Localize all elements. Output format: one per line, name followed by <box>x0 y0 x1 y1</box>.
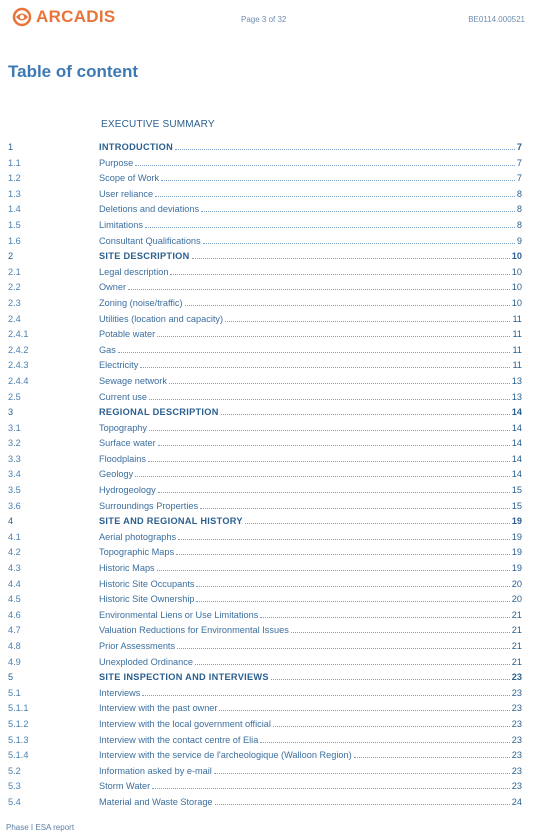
toc-entry-label-group <box>99 296 522 312</box>
toc-entry-page: 23 <box>511 765 522 776</box>
toc-entry-page: 21 <box>511 625 522 636</box>
toc-entry-label: SITE INSPECTION AND INTERVIEWS <box>99 672 269 683</box>
toc-entry-label: Aerial photographs <box>99 531 177 542</box>
toc-entry-label-group <box>99 156 522 172</box>
toc-dot-leader <box>170 266 509 275</box>
toc-entry-page: 23 <box>511 687 522 698</box>
toc-dot-leader <box>273 718 510 727</box>
toc-entry-page: 7 <box>516 157 522 168</box>
toc-entry-page: 21 <box>511 609 522 620</box>
toc-entry-number: 3.2 <box>8 438 21 449</box>
toc-entry-number: 4.4 <box>8 578 21 589</box>
toc-entry-page: 11 <box>512 344 522 355</box>
toc-entry-label-group <box>99 358 522 374</box>
toc-entry[interactable] <box>0 499 535 515</box>
toc-entry-page: 8 <box>516 188 522 199</box>
toc-entry-label: INTRODUCTION <box>99 142 174 152</box>
toc-entry-number: 5.1.3 <box>8 734 29 745</box>
toc-entry-number: 1.2 <box>8 173 21 184</box>
toc-entry-label-group <box>99 530 522 546</box>
toc-entry[interactable] <box>0 514 535 530</box>
toc-entry-label: Topographic Maps <box>99 547 175 558</box>
toc-dot-leader <box>245 515 510 524</box>
toc-entry-label: SITE AND REGIONAL HISTORY <box>99 516 243 527</box>
toc-entry-label: Interview with the service de l'archeologique (Walloon Region) <box>99 750 352 761</box>
toc-entry[interactable] <box>0 545 535 561</box>
toc-entry-page: 14 <box>511 407 522 418</box>
toc-entry-label-group <box>99 452 522 468</box>
toc-entry-page: 20 <box>511 578 522 589</box>
toc-entry-label: Gas <box>99 344 116 355</box>
toc-entry-label: Surface water <box>99 438 156 449</box>
toc-entry-label-group <box>99 483 522 499</box>
toc-dot-leader <box>178 531 510 540</box>
toc-entry-label-group <box>99 545 522 561</box>
toc-dot-leader <box>128 281 510 290</box>
toc-dot-leader <box>200 500 510 509</box>
toc-entry-number: 3.1 <box>8 422 21 433</box>
toc-entry-label: Interviews <box>99 687 141 698</box>
toc-entry-page: 15 <box>511 500 522 511</box>
toc-entry-label-group <box>99 436 522 452</box>
toc-dot-leader <box>214 765 510 774</box>
toc-entry-number: 5 <box>8 672 14 683</box>
page-header <box>0 0 535 36</box>
toc-entry-label: Potable water <box>99 329 156 340</box>
toc-entry-page: 23 <box>511 734 522 745</box>
toc-entry-number: 4.6 <box>8 609 21 620</box>
toc-entry-label-group <box>99 467 522 483</box>
toc-entry-label: Hydrogeology <box>99 485 156 496</box>
toc-entry-number: 5.1.1 <box>8 703 29 714</box>
toc-entry-page: 10 <box>511 282 522 293</box>
toc-entry[interactable] <box>0 592 535 608</box>
toc-dot-leader <box>149 422 510 431</box>
page-title: Table of content <box>8 62 139 81</box>
toc-entry-label-group <box>99 327 522 343</box>
table-of-contents <box>0 140 535 811</box>
toc-entry-number: 2.4.4 <box>8 375 29 386</box>
toc-entry-label: Information asked by e-mail <box>99 765 212 776</box>
toc-entry-number: 5.3 <box>8 781 21 792</box>
toc-dot-leader <box>142 687 509 696</box>
toc-entry-number: 2.4.3 <box>8 360 29 371</box>
logo-text: ARCADIS <box>36 7 116 26</box>
toc-dot-leader <box>271 671 510 680</box>
toc-entry-label: Floodplains <box>99 453 146 464</box>
toc-dot-leader <box>157 562 510 571</box>
toc-entry-label-group <box>99 733 522 749</box>
toc-entry-number: 4.8 <box>8 641 21 651</box>
toc-entry-label: Consultant Qualifications <box>99 235 201 246</box>
toc-entry-number: 1.4 <box>8 204 21 215</box>
toc-entry-label: Historic Maps <box>99 563 155 574</box>
toc-entry-page: 8 <box>516 204 522 215</box>
toc-entry-page: 13 <box>511 375 522 386</box>
toc-entry-page: 14 <box>511 438 522 449</box>
toc-dot-leader <box>177 640 510 649</box>
toc-entry[interactable] <box>0 639 535 655</box>
toc-entry-label-group <box>99 374 522 390</box>
toc-dot-leader <box>260 609 509 618</box>
toc-entry-label-group <box>99 592 522 608</box>
toc-entry-number: 2.4.2 <box>8 344 29 355</box>
toc-entry-label: Valuation Reductions for Environmental Issues <box>99 625 289 636</box>
toc-entry-label: Topography <box>99 422 148 433</box>
toc-entry-label: Historic Site Ownership <box>99 594 195 605</box>
toc-dot-leader <box>135 468 510 477</box>
toc-entry-label: Interview with the past owner <box>99 703 218 714</box>
toc-entry-label: Geology <box>99 469 134 480</box>
toc-entry-page: 10 <box>511 266 522 277</box>
toc-entry-number: 2.2 <box>8 282 21 293</box>
toc-entry-page: 9 <box>516 235 522 246</box>
toc-entry-page: 7 <box>516 173 522 184</box>
toc-entry[interactable] <box>0 312 535 328</box>
toc-entry-number: 1 <box>8 142 14 152</box>
toc-entry-page: 20 <box>511 594 522 605</box>
toc-dot-leader <box>175 141 515 150</box>
toc-entry-page: 7 <box>516 142 522 152</box>
toc-entry[interactable] <box>0 670 535 686</box>
toc-entry-label-group <box>99 748 522 764</box>
toc-entry-label: Limitations <box>99 219 143 230</box>
toc-entry[interactable] <box>0 686 535 702</box>
toc-entry-label: Owner <box>99 282 127 293</box>
toc-entry-number: 4.9 <box>8 656 21 667</box>
toc-entry-label-group <box>99 701 522 717</box>
toc-entry-label: Utilities (location and capacity) <box>99 313 224 324</box>
toc-dot-leader <box>158 484 510 493</box>
toc-entry-label-group <box>99 202 522 218</box>
toc-entry-label-group <box>99 390 522 406</box>
toc-entry-page: 11 <box>512 313 522 324</box>
toc-dot-leader <box>118 344 511 353</box>
toc-entry-label-group <box>99 421 522 437</box>
toc-entry-number: 5.1.4 <box>8 750 29 761</box>
toc-entry-page: 19 <box>511 531 522 542</box>
toc-entry-label-group <box>99 343 522 359</box>
toc-dot-leader <box>196 578 509 587</box>
toc-entry-number: 4.1 <box>8 531 21 542</box>
toc-entry-number: 1.5 <box>8 219 21 230</box>
toc-dot-leader <box>201 203 515 212</box>
toc-entry-number: 3 <box>8 407 14 418</box>
toc-entry-number: 1.3 <box>8 188 21 199</box>
toc-entry-label: Historic Site Occupants <box>99 578 195 589</box>
toc-entry-label: Deletions and deviations <box>99 204 200 215</box>
toc-entry-number: 2.5 <box>8 391 21 402</box>
toc-entry-label: SITE DESCRIPTION <box>99 251 190 262</box>
toc-entry[interactable] <box>0 561 535 577</box>
toc-dot-leader <box>221 406 510 415</box>
toc-dot-leader <box>260 734 509 743</box>
page-number: Page 3 of 32 <box>241 15 287 24</box>
toc-dot-leader <box>158 437 510 446</box>
toc-entry-page: 23 <box>511 703 522 714</box>
toc-entry[interactable] <box>0 608 535 624</box>
toc-entry-label-group <box>99 249 522 265</box>
toc-entry-number: 3.4 <box>8 469 21 480</box>
toc-entry[interactable] <box>0 577 535 593</box>
toc-entry-label-group <box>99 639 522 655</box>
toc-entry-number: 3.3 <box>8 453 21 464</box>
toc-entry-label: Zoning (noise/traffic) <box>99 297 183 308</box>
toc-entry[interactable] <box>0 265 535 281</box>
toc-entry[interactable] <box>0 436 535 452</box>
toc-entry[interactable] <box>0 249 535 265</box>
toc-entry-label-group <box>99 312 522 328</box>
toc-entry-page: 23 <box>511 672 522 683</box>
toc-entry-page: 24 <box>511 796 522 807</box>
toc-entry[interactable] <box>0 733 535 749</box>
toc-dot-leader <box>148 453 510 462</box>
toc-entry-label-group <box>99 764 522 780</box>
toc-entry-number: 4.5 <box>8 594 21 605</box>
toc-dot-leader <box>291 624 510 633</box>
toc-entry[interactable] <box>0 343 535 359</box>
toc-entry[interactable] <box>0 171 535 187</box>
toc-entry[interactable] <box>0 764 535 780</box>
arcadis-logo-icon <box>12 7 32 27</box>
toc-entry[interactable] <box>0 374 535 390</box>
toc-dot-leader <box>196 593 509 602</box>
toc-entry-page: 19 <box>511 547 522 558</box>
toc-dot-leader <box>155 188 515 197</box>
toc-entry-label-group <box>99 234 522 250</box>
toc-entry-label-group <box>99 265 522 281</box>
toc-entry-label: Scope of Work <box>99 173 160 184</box>
toc-entry-page: 13 <box>511 391 522 402</box>
toc-entry-page: 10 <box>511 297 522 308</box>
toc-entry-number: 1.6 <box>8 235 21 246</box>
toc-entry[interactable] <box>0 421 535 437</box>
toc-dot-leader <box>140 359 510 368</box>
toc-entry[interactable] <box>0 218 535 234</box>
toc-dot-leader <box>195 656 510 665</box>
toc-executive-summary[interactable]: EXECUTIVE SUMMARY <box>101 119 215 130</box>
toc-entry[interactable] <box>0 140 535 156</box>
toc-entry-label-group <box>99 577 522 593</box>
toc-entry-label-group <box>99 623 522 639</box>
toc-entry-page: 8 <box>516 219 522 230</box>
toc-entry-label: Sewage network <box>99 375 167 386</box>
toc-dot-leader <box>152 780 510 789</box>
toc-entry-label: Electricity <box>99 360 139 371</box>
toc-entry-number: 5.1 <box>8 687 21 698</box>
toc-entry-label-group <box>99 779 522 795</box>
toc-entry[interactable] <box>0 390 535 406</box>
toc-entry-number: 1.1 <box>8 157 21 168</box>
toc-entry-label: Interview with the local government official <box>99 718 271 729</box>
toc-entry-label: Material and Waste Storage <box>99 796 213 807</box>
toc-dot-leader <box>135 157 515 166</box>
toc-entry-label-group <box>99 686 522 702</box>
toc-entry[interactable] <box>0 483 535 499</box>
toc-entry-number: 2.1 <box>8 266 21 277</box>
toc-entry[interactable] <box>0 156 535 172</box>
toc-entry-label-group <box>99 218 522 234</box>
toc-dot-leader <box>157 328 510 337</box>
toc-entry[interactable] <box>0 234 535 250</box>
toc-entry-number: 2.3 <box>8 297 21 308</box>
toc-dot-leader <box>215 796 510 805</box>
toc-entry[interactable] <box>0 655 535 671</box>
toc-entry[interactable] <box>0 717 535 733</box>
toc-entry-label-group <box>99 655 522 671</box>
toc-entry-label-group <box>99 187 522 203</box>
toc-entry-label-group <box>99 280 522 296</box>
toc-entry-number: 5.2 <box>8 765 21 776</box>
toc-entry-page: 11 <box>512 329 522 340</box>
toc-entry-number: 4.7 <box>8 625 21 636</box>
toc-dot-leader <box>219 702 509 711</box>
toc-dot-leader <box>203 235 515 244</box>
toc-entry-page: 23 <box>511 781 522 792</box>
toc-dot-leader <box>192 250 510 259</box>
toc-entry-label: Prior Assessments <box>99 641 176 651</box>
toc-entry-label-group <box>99 670 522 686</box>
toc-entry[interactable] <box>0 530 535 546</box>
toc-dot-leader <box>176 546 510 555</box>
toc-entry-label: Unexploded Ordinance <box>99 656 193 667</box>
toc-entry-label-group <box>99 405 522 421</box>
toc-entry[interactable] <box>0 701 535 717</box>
toc-entry-number: 3.5 <box>8 485 21 496</box>
toc-entry-number: 4.2 <box>8 547 21 558</box>
toc-entry[interactable] <box>0 187 535 203</box>
toc-entry[interactable] <box>0 467 535 483</box>
toc-entry-page: 21 <box>511 641 522 651</box>
toc-entry-page: 15 <box>511 485 522 496</box>
toc-entry-number: 4 <box>8 516 14 527</box>
toc-entry-number: 5.4 <box>8 796 21 807</box>
toc-entry-label-group <box>99 171 522 187</box>
toc-entry-page: 19 <box>511 516 522 527</box>
toc-dot-leader <box>185 297 510 306</box>
toc-entry-label-group <box>99 608 522 624</box>
toc-entry-number: 3.6 <box>8 500 21 511</box>
arcadis-logo <box>12 6 116 28</box>
toc-entry-label-group <box>99 717 522 733</box>
toc-entry-page: 11 <box>512 360 522 371</box>
document-reference: BE0114.000521 <box>468 15 525 24</box>
toc-entry[interactable] <box>0 202 535 218</box>
toc-dot-leader <box>354 749 510 758</box>
toc-entry-label: Legal description <box>99 266 169 277</box>
toc-entry-label-group <box>99 140 522 156</box>
toc-entry[interactable] <box>0 779 535 795</box>
toc-entry-number: 2.4 <box>8 313 21 324</box>
toc-entry-label-group <box>99 561 522 577</box>
toc-entry[interactable] <box>0 296 535 312</box>
toc-entry-number: 2.4.1 <box>8 329 29 340</box>
toc-entry-label-group <box>99 499 522 515</box>
toc-entry[interactable] <box>0 795 535 811</box>
toc-entry-page: 14 <box>511 469 522 480</box>
toc-entry-label: Storm Water <box>99 781 151 792</box>
toc-dot-leader <box>145 219 515 228</box>
toc-entry[interactable] <box>0 327 535 343</box>
toc-entry-number: 2 <box>8 251 14 262</box>
toc-entry-label: Purpose <box>99 157 134 168</box>
toc-entry-page: 14 <box>511 453 522 464</box>
toc-entry-page: 19 <box>511 563 522 574</box>
toc-entry-label: Interview with the contact centre of Elia <box>99 734 259 745</box>
toc-entry-number: 4.3 <box>8 563 21 574</box>
toc-entry-page: 14 <box>511 422 522 433</box>
toc-dot-leader <box>169 375 510 384</box>
toc-entry-label: Surroundings Properties <box>99 500 199 511</box>
toc-entry-page: 21 <box>511 656 522 667</box>
toc-entry-label-group <box>99 795 522 811</box>
toc-entry-number: 5.1.2 <box>8 718 29 729</box>
toc-entry-page: 10 <box>511 251 522 262</box>
toc-entry-label: User reliance <box>99 188 154 199</box>
page-footer: Phase I ESA report <box>6 823 75 832</box>
toc-dot-leader <box>149 391 510 400</box>
toc-entry-label-group <box>99 514 522 530</box>
toc-entry-page: 23 <box>511 718 522 729</box>
toc-entry[interactable] <box>0 748 535 764</box>
toc-entry-label: Current use <box>99 391 148 402</box>
toc-dot-leader <box>161 172 515 181</box>
toc-dot-leader <box>225 313 510 322</box>
toc-entry[interactable] <box>0 280 535 296</box>
toc-entry-label: Environmental Liens or Use Limitations <box>99 609 259 620</box>
toc-entry-page: 23 <box>511 750 522 761</box>
toc-entry[interactable] <box>0 405 535 421</box>
toc-entry[interactable] <box>0 452 535 468</box>
toc-entry-label: REGIONAL DESCRIPTION <box>99 407 219 418</box>
toc-entry[interactable] <box>0 358 535 374</box>
toc-entry[interactable] <box>0 623 535 639</box>
